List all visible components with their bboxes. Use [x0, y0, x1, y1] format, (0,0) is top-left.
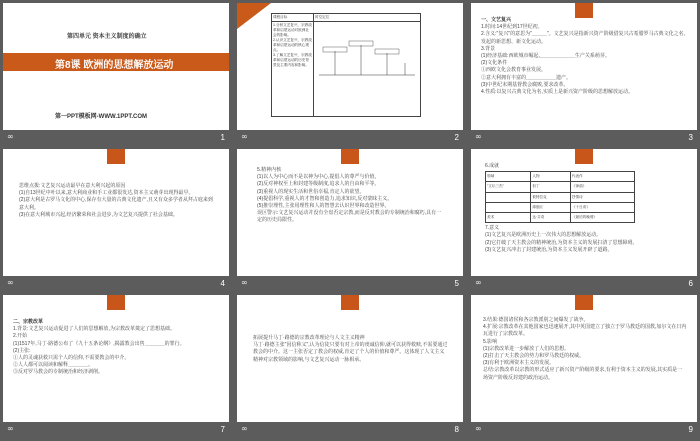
line: (5)推崇理性,主张用理性和人的智慧去认识世界和改造世界。	[257, 203, 390, 210]
slide-footer-1	[3, 130, 229, 149]
slide-number: 4	[220, 279, 225, 288]
line: 总结:宗教改革以宗教的形式适应了新兴资产阶级的要求,有利于资本主义的发展,其实质是一场资产阶级反封建的政治运动。	[483, 367, 683, 381]
slide-number: 6	[688, 279, 693, 288]
table-cell	[486, 192, 531, 202]
line: (4)提倡科学,重视人的才智和创造力,追求知识,反对蒙昧主义。	[257, 195, 393, 202]
line: 2.含义:"复兴"的意思为"＿＿＿"。文艺复兴是指新兴资产阶级借复兴古希腊罗马古典文化之名,发起的新思想、新文化运动。	[481, 31, 686, 45]
slide-thumbnail-3[interactable]	[471, 3, 697, 130]
slide-text	[481, 17, 687, 96]
line: (1)以人为中心而不是以神为中心,提倡人的尊严与价值。	[257, 174, 380, 181]
heading: 思维点拨:文艺复兴运动最早在意大利兴起的原因	[19, 183, 126, 189]
transition-icon[interactable]: ∞	[7, 278, 14, 287]
table-cell	[486, 202, 531, 212]
table-cell: 达·芬奇	[531, 213, 571, 223]
section-badge	[575, 295, 593, 310]
line: ①人的灵魂获救只需个人的信仰,不需要教会的中介。	[13, 355, 130, 362]
transition-icon[interactable]: ∞	[7, 424, 14, 433]
line: 1.时间:14世纪到17世纪初。	[481, 24, 543, 31]
transition-icon[interactable]: ∞	[7, 132, 14, 141]
line: (2)反对神权至上和封建等级制度,追求人的自由和平等。	[257, 181, 380, 188]
slide-footer-8	[237, 422, 463, 441]
objectives-table	[271, 13, 421, 117]
line: 7.意义	[485, 225, 500, 232]
line: (1)经济基础:西欧城市崛起,＿＿＿＿＿＿＿生产关系萌芽。	[481, 53, 610, 60]
template-credit: 第一PPT模板网-WWW.1PPT.COM	[55, 114, 147, 120]
table-cell: 领域	[486, 172, 531, 182]
slide-thumbnail-8[interactable]	[237, 295, 463, 422]
slide-thumbnail-9[interactable]	[471, 295, 697, 422]
heading: 6.成就	[485, 163, 500, 169]
table-cell: 《神曲》	[570, 182, 634, 192]
table-cell: "文坛三杰"	[486, 182, 531, 192]
slide-thumbnail-1[interactable]	[3, 3, 229, 130]
line: ②意大利拥有丰富的＿＿＿＿＿＿遗产。	[481, 74, 572, 81]
line: (1)宗教改革进一步解放了人们的思想。	[483, 345, 570, 352]
table-cell: 人物	[531, 172, 571, 182]
table-header: 课程目标	[272, 14, 314, 22]
line: (2)它打破了天主教会的精神统治,为资本主义的发展扫清了思想障碍。	[485, 239, 638, 246]
slide-text	[257, 167, 445, 225]
slide-text	[483, 317, 687, 382]
achievements-table	[485, 171, 635, 223]
slide-text	[13, 319, 219, 377]
slide-number: 1	[220, 133, 225, 142]
timeline-cell	[314, 22, 421, 117]
line: ①西欧文化会教育事业发展。	[481, 67, 547, 74]
line: 5.影响	[483, 338, 498, 345]
slide-footer-6	[471, 276, 697, 295]
transition-icon[interactable]: ∞	[241, 132, 248, 141]
slide-footer-4	[3, 276, 229, 295]
line: (2)主张:	[13, 347, 31, 354]
section-badge	[107, 149, 125, 164]
section-badge	[575, 3, 593, 18]
table-cell: 代表作	[570, 172, 634, 182]
line: (3)在意大利城市兴起,经济繁荣和社会进步,为文艺复兴提供了社会基础。	[19, 211, 178, 218]
section-badge	[575, 149, 593, 164]
transition-icon[interactable]: ∞	[241, 424, 248, 433]
transition-icon[interactable]: ∞	[475, 132, 482, 141]
line: (2)意大利是古罗马文化的中心,保存有大量的古典文化遗产,且又有众多学者从拜占庭来到意大利。	[19, 197, 213, 211]
line: 马丁·路德主张"因信称义",认为信徒只要有对上帝的虔诚信仰,就可以获得救赎,不需要通过教会的中介。这一主张否定了教会的权威,肯定了个人的价值和尊严。这体现了人文主义精神对宗教领域的影响,与文艺复兴运动一脉相承。	[253, 342, 448, 363]
heading: 二、宗教改革	[13, 319, 44, 325]
slide-thumbnail-6[interactable]	[471, 149, 697, 276]
slide-text	[485, 163, 689, 254]
title-banner	[3, 53, 229, 71]
slide-number: 3	[688, 133, 693, 142]
line: 4.性质:以复兴古典文化为名,实质上是新兴资产阶级的思想解放运动。	[481, 89, 633, 96]
line: 误区警示:文艺复兴运动并没有全盘否定宗教,而是反对教会的专制统治和腐朽,具有一定的历史局限性。	[257, 210, 442, 224]
table-cell: 《十日谈》	[570, 202, 634, 212]
line: 2.开始	[13, 333, 28, 340]
table-cell: 薄伽丘	[531, 202, 571, 212]
heading: 拓展提升马丁·路德的宗教改革理论与人文主义精神	[253, 335, 365, 341]
line: (3)重视人的现实生活和世俗幸福,肯定人的欲望。	[257, 188, 365, 195]
lesson-title: 第8课 欧洲的思想解放运动	[55, 60, 174, 71]
line: ③反对罗马教会的专制统治和经济剥削。	[13, 369, 104, 376]
heading: 5.精神内核	[257, 167, 282, 173]
slide-text	[19, 183, 215, 219]
slide-number: 5	[454, 279, 459, 288]
section-badge	[107, 295, 125, 310]
slide-number: 2	[454, 133, 459, 142]
line: 3.背景	[481, 45, 496, 52]
table-header: 时空定位	[314, 14, 421, 22]
transition-icon[interactable]: ∞	[241, 278, 248, 287]
slide-number: 7	[220, 425, 225, 434]
table-cell: 美术	[486, 213, 531, 223]
corner-decoration	[237, 3, 271, 29]
line: (2)打击了天主教会的势力和罗马教廷的权威。	[483, 353, 585, 360]
line: (2)文化条件	[481, 60, 508, 67]
line: (1)文艺复兴是欧洲历史上一次伟大的思想解放运动。	[485, 232, 602, 239]
section-badge	[341, 149, 359, 164]
section-badge	[341, 295, 359, 310]
line: 1.背景:文艺复兴运动促进了人们的思想解放,为宗教改革奠定了思想基础。	[13, 326, 175, 333]
line: (1)1517年,马丁·路德公布了《九十五条论纲》,揭露教会出售＿＿＿＿的罪行。	[13, 340, 185, 347]
transition-icon[interactable]: ∞	[475, 278, 482, 287]
slide-footer-5	[237, 276, 463, 295]
slide-thumbnail-5[interactable]	[237, 149, 463, 276]
line: 3.结果:德国诸侯和各宗教派别之间爆发了战争。	[483, 317, 589, 323]
line: (3)中世纪末期基督教会腐败,要求改革。	[481, 81, 569, 88]
table-cell: 彼特拉克	[531, 192, 571, 202]
slide-number: 9	[688, 425, 693, 434]
slide-thumbnail-2[interactable]	[237, 3, 463, 130]
slide-footer-2	[237, 130, 463, 149]
slide-text	[253, 335, 449, 364]
slide-number: 8	[454, 425, 459, 434]
heading: 一、文艺复兴	[481, 17, 512, 23]
line: (3)文艺复兴冲击了封建统治,为资本主义发展开辟了道路。	[485, 246, 613, 253]
goals-cell: 1.分析文艺复兴、宗教改革和启蒙运动对欧洲社会的影响。 2.认识文艺复兴、宗教改革和启蒙运动的核心观点。 3.了解文艺复兴、宗教改革和启蒙运动的历史背景及主要内容和影响。	[272, 22, 314, 117]
table-cell: 抒情诗	[570, 192, 634, 202]
slide-footer-7	[3, 422, 229, 441]
table-cell: 但丁	[531, 182, 571, 192]
transition-icon[interactable]: ∞	[475, 424, 482, 433]
line: (3)有利于欧洲资本主义的发展。	[483, 360, 555, 367]
slide-footer-9	[471, 422, 697, 441]
unit-title: 第四单元 资本主义制度的确立	[67, 34, 147, 40]
timeline-diagram	[315, 23, 419, 113]
slide-thumbnail-7[interactable]	[3, 295, 229, 422]
line: ②人人都可以阅读和解释＿＿＿＿。	[13, 362, 94, 369]
table-cell: 《最后的晚餐》	[570, 213, 634, 223]
slide-footer-3	[471, 130, 697, 149]
line: 4.扩展:宗教改革在其他国家也迅速展开,其中英国建立了独立于罗马教廷的国教,加尔文在日内瓦进行了宗教改革。	[483, 324, 687, 338]
slide-thumbnail-4[interactable]	[3, 149, 229, 276]
line: (1)自13世纪中叶以来,意大利商业和手工业都很发达,资本主义萌芽出现得最早。	[19, 190, 194, 197]
